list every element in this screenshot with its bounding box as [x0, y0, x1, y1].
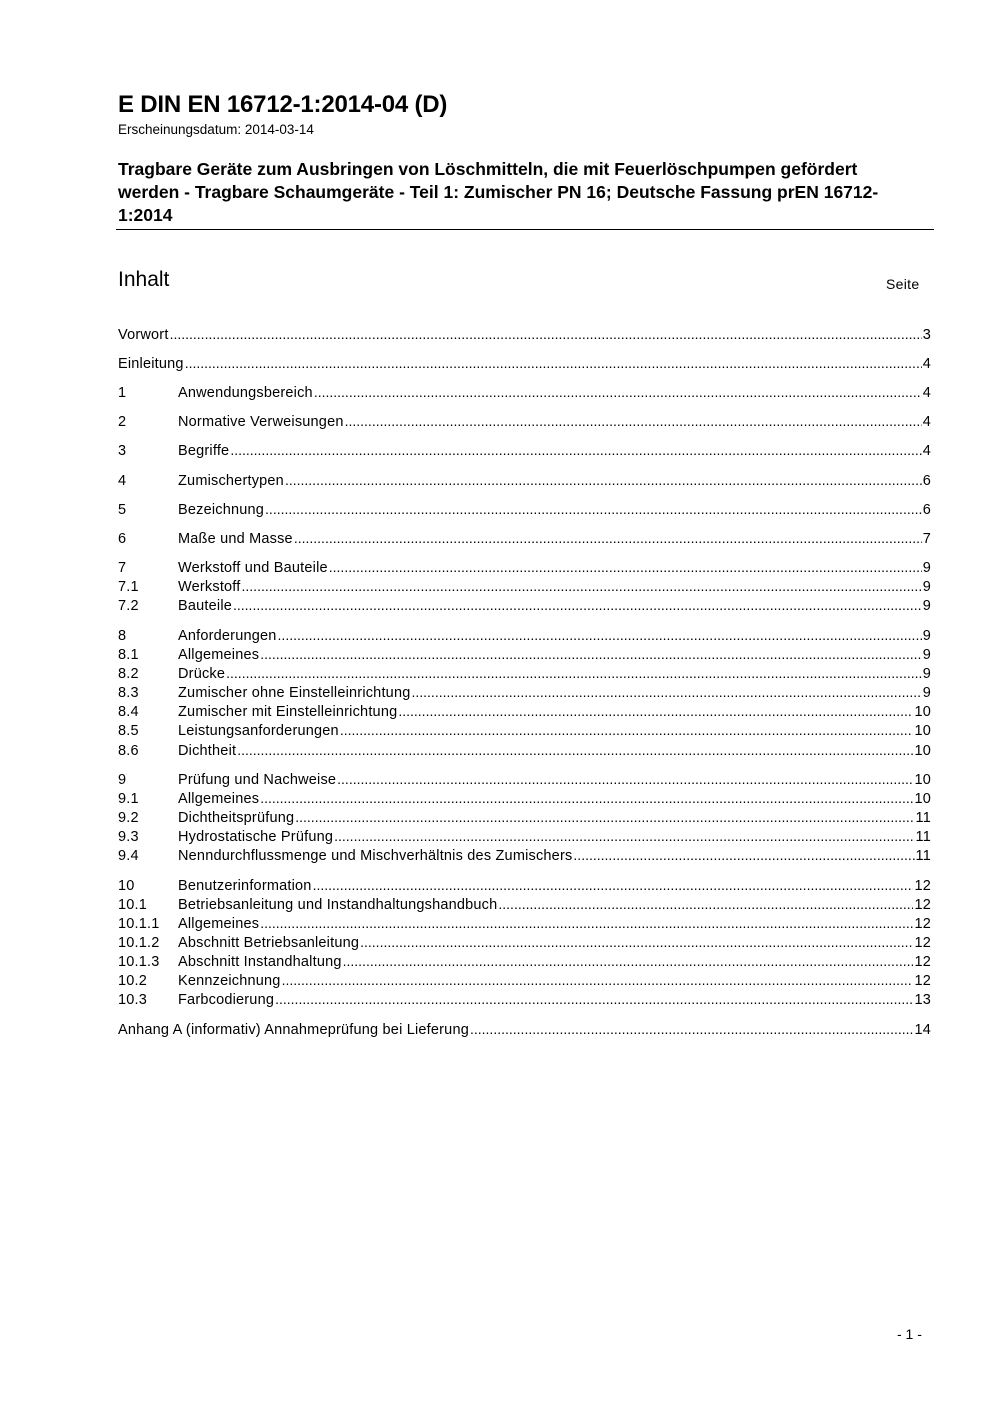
toc-entry-number: 10.1.3 [118, 954, 160, 970]
toc-dot-leader [242, 577, 922, 591]
toc-entry-title: Allgemeines [178, 647, 260, 663]
toc-entry-title: Bezeichnung [178, 502, 265, 518]
toc-dot-leader [230, 441, 921, 455]
toc-entry-number: 9.1 [118, 791, 139, 807]
toc-entry-page: 9 [922, 560, 931, 576]
toc-dot-leader [265, 500, 922, 514]
footer-page-number: - 1 - [897, 1326, 922, 1342]
toc-dot-leader [398, 702, 913, 716]
toc-entry-page: 12 [914, 916, 931, 932]
toc-entry-page: 4 [922, 414, 931, 430]
title-divider [116, 229, 934, 230]
toc-entry-number: 3 [118, 443, 127, 459]
toc-entry-title: Dichtheit [178, 743, 237, 759]
toc-entry-number: 8.5 [118, 723, 139, 739]
toc-entry-page: 11 [915, 829, 931, 845]
toc-entry-number: 1 [118, 385, 127, 401]
toc-entry-page: 12 [914, 973, 931, 989]
toc-entry-title: Vorwort [118, 327, 169, 343]
toc-entry-number: 10.1.2 [118, 935, 160, 951]
toc-entry-title: Prüfung und Nachweise [178, 772, 337, 788]
toc-dot-leader [340, 721, 914, 735]
toc-entry[interactable] [118, 770, 931, 789]
toc-entry-page: 9 [922, 685, 931, 701]
toc-dot-leader [285, 471, 922, 485]
toc-entry-page: 4 [922, 443, 931, 459]
toc-entry-number: 10.1.1 [118, 916, 160, 932]
toc-entry-page: 11 [915, 810, 931, 826]
toc-entry-number: 7.2 [118, 598, 139, 614]
toc-entry-title: Bauteile [178, 598, 232, 614]
toc-entry-number: 8.2 [118, 666, 139, 682]
toc-entry-page: 10 [914, 743, 931, 759]
toc-entry[interactable] [118, 412, 931, 431]
toc-page-column-heading: Seite [886, 276, 920, 292]
toc-entry-number: 7.1 [118, 579, 139, 595]
toc-entry-title: Werkstoff und Bauteile [178, 560, 328, 576]
toc-entry-page: 4 [922, 385, 931, 401]
toc-dot-leader [573, 846, 914, 860]
toc-entry-title: Allgemeines [178, 791, 260, 807]
toc-entry-page: 12 [914, 935, 931, 951]
toc-entry-page: 9 [922, 579, 931, 595]
toc-entry-title: Werkstoff [178, 579, 241, 595]
toc-entry-number: 2 [118, 414, 127, 430]
toc-entry[interactable] [118, 529, 931, 548]
toc-dot-leader [329, 558, 922, 572]
toc-entry-page: 12 [914, 878, 931, 894]
toc-dot-leader [260, 789, 913, 803]
toc-heading: Inhalt [118, 268, 170, 291]
toc-entry-title: Zumischer mit Einstelleinrichtung [178, 704, 398, 720]
toc-entry-title: Farbcodierung [178, 992, 275, 1008]
toc-entry-number: 10.3 [118, 992, 148, 1008]
toc-entry[interactable] [118, 971, 931, 990]
toc-entry-number: 5 [118, 502, 127, 518]
toc-entry[interactable] [118, 596, 931, 615]
toc-entry-title: Hydrostatische Prüfung [178, 829, 334, 845]
toc-entry-title: Einleitung [118, 356, 184, 372]
toc-entry[interactable] [118, 325, 931, 344]
document-id: E DIN EN 16712-1:2014-04 (D) [118, 91, 448, 118]
toc-entry-page: 6 [922, 502, 931, 518]
toc-entry-title: Allgemeines [178, 916, 260, 932]
toc-entry-title: Anwendungsbereich [178, 385, 313, 401]
toc-entry-number: 9.2 [118, 810, 139, 826]
toc-entry-title: Abschnitt Instandhaltung [178, 954, 342, 970]
toc-entry[interactable] [118, 876, 931, 895]
toc-entry-number: 8.3 [118, 685, 139, 701]
toc-entry[interactable] [118, 683, 931, 702]
toc-entry-page: 9 [922, 647, 931, 663]
toc-entry-title: Drücke [178, 666, 226, 682]
toc-entry[interactable] [118, 952, 931, 971]
toc-dot-leader [334, 827, 914, 841]
toc-dot-leader [185, 354, 922, 368]
toc-entry-number: 7 [118, 560, 127, 576]
toc-entry-number: 8.1 [118, 647, 139, 663]
toc-entry-page: 12 [914, 954, 931, 970]
toc-dot-leader [233, 596, 922, 610]
toc-dot-leader [360, 933, 913, 947]
toc-entry-page: 10 [914, 704, 931, 720]
toc-entry-number: 6 [118, 531, 127, 547]
publication-date: Erscheinungsdatum: 2014-03-14 [118, 122, 314, 137]
toc-entry[interactable] [118, 471, 931, 490]
toc-entry-title: Betriebsanleitung und Instandhaltungshandbuch [178, 897, 498, 913]
toc-entry[interactable] [118, 577, 931, 596]
toc-entry[interactable] [118, 827, 931, 846]
toc-dot-leader [411, 683, 921, 697]
toc-entry[interactable] [118, 895, 931, 914]
toc-entry-number: 4 [118, 473, 127, 489]
toc-entry-page: 4 [922, 356, 931, 372]
toc-entry-title: Nenndurchflussmenge und Mischverhältnis des Zumischers [178, 848, 573, 864]
toc-entry-number: 8.4 [118, 704, 139, 720]
toc-dot-leader [294, 529, 922, 543]
toc-dot-leader [278, 626, 922, 640]
toc-dot-leader [295, 808, 914, 822]
toc-dot-leader [337, 770, 913, 784]
toc-entry[interactable] [118, 933, 931, 952]
toc-dot-leader [498, 895, 913, 909]
toc-entry-title: Normative Verweisungen [178, 414, 344, 430]
toc-entry-page: 9 [922, 628, 931, 644]
toc-entry-page: 7 [922, 531, 931, 547]
toc-entry[interactable] [118, 721, 931, 740]
toc-entry-page: 10 [914, 723, 931, 739]
toc-entry-title: Leistungsanforderungen [178, 723, 339, 739]
toc-entry-number: 10.1 [118, 897, 148, 913]
toc-entry[interactable] [118, 354, 931, 373]
toc-entry-page: 3 [922, 327, 931, 343]
toc-entry[interactable] [118, 846, 931, 865]
toc-entry[interactable] [118, 383, 931, 402]
toc-entry-page: 10 [914, 791, 931, 807]
toc-dot-leader [282, 971, 914, 985]
toc-dot-leader [314, 383, 922, 397]
toc-entry[interactable] [118, 789, 931, 808]
toc-entry-page: 11 [915, 848, 931, 864]
toc-entry[interactable] [118, 645, 931, 664]
toc-entry-title: Kennzeichnung [178, 973, 281, 989]
toc-entry-number: 9 [118, 772, 127, 788]
toc-entry[interactable] [118, 914, 931, 933]
toc-entry-title: Anforderungen [178, 628, 277, 644]
toc-entry-page: 6 [922, 473, 931, 489]
toc-entry-title: Dichtheitsprüfung [178, 810, 295, 826]
toc-entry[interactable] [118, 664, 931, 683]
toc-dot-leader [226, 664, 922, 678]
toc-entry-page: 9 [922, 598, 931, 614]
toc-entry-number: 8 [118, 628, 127, 644]
toc-entry-number: 9.4 [118, 848, 139, 864]
toc-entry-title: Benutzerinformation [178, 878, 312, 894]
toc-entry-title: Zumischertypen [178, 473, 284, 489]
toc-entry-page: 10 [914, 772, 931, 788]
document-title: Tragbare Geräte zum Ausbringen von Löschmitteln, die mit Feuerlöschpumpen gefördert werden - Tragbare Schaumgeräte - Teil 1: Zumischer PN 16; Deutsche Fassung prEN 16712-1:2014 [118, 159, 879, 225]
toc-dot-leader [237, 741, 913, 755]
toc-dot-leader [170, 325, 922, 339]
toc-dot-leader [345, 412, 922, 426]
toc-dot-leader [470, 1020, 913, 1034]
toc-dot-leader [275, 990, 913, 1004]
toc-entry-title: Abschnitt Betriebsanleitung [178, 935, 360, 951]
toc-entry-number: 9.3 [118, 829, 139, 845]
toc-entry-number: 10 [118, 878, 135, 894]
toc-entry[interactable] [118, 558, 931, 577]
toc-entry-page: 9 [922, 666, 931, 682]
toc-entry-number: 8.6 [118, 743, 139, 759]
toc-entry-title: Maße und Masse [178, 531, 293, 547]
toc-entry-title: Zumischer ohne Einstelleinrichtung [178, 685, 411, 701]
toc-entry[interactable] [118, 990, 931, 1009]
toc-entry-title: Begriffe [178, 443, 230, 459]
toc-entry[interactable] [118, 808, 931, 827]
toc-dot-leader [343, 952, 914, 966]
toc-entry[interactable] [118, 702, 931, 721]
toc-entry-number: 10.2 [118, 973, 148, 989]
toc-entry-page: 13 [914, 992, 931, 1008]
toc-dot-leader [260, 645, 922, 659]
toc-entry-page: 14 [914, 1022, 931, 1038]
toc-entry[interactable] [118, 626, 931, 645]
toc-entry-title: Anhang A (informativ) Annahmeprüfung bei Lieferung [118, 1022, 469, 1038]
toc-entry[interactable] [118, 1020, 931, 1039]
toc-dot-leader [313, 876, 914, 890]
toc-entry[interactable] [118, 500, 931, 519]
toc-entry[interactable] [118, 741, 931, 760]
toc-entry-page: 12 [914, 897, 931, 913]
toc-entry[interactable] [118, 441, 931, 460]
toc-dot-leader [260, 914, 913, 928]
